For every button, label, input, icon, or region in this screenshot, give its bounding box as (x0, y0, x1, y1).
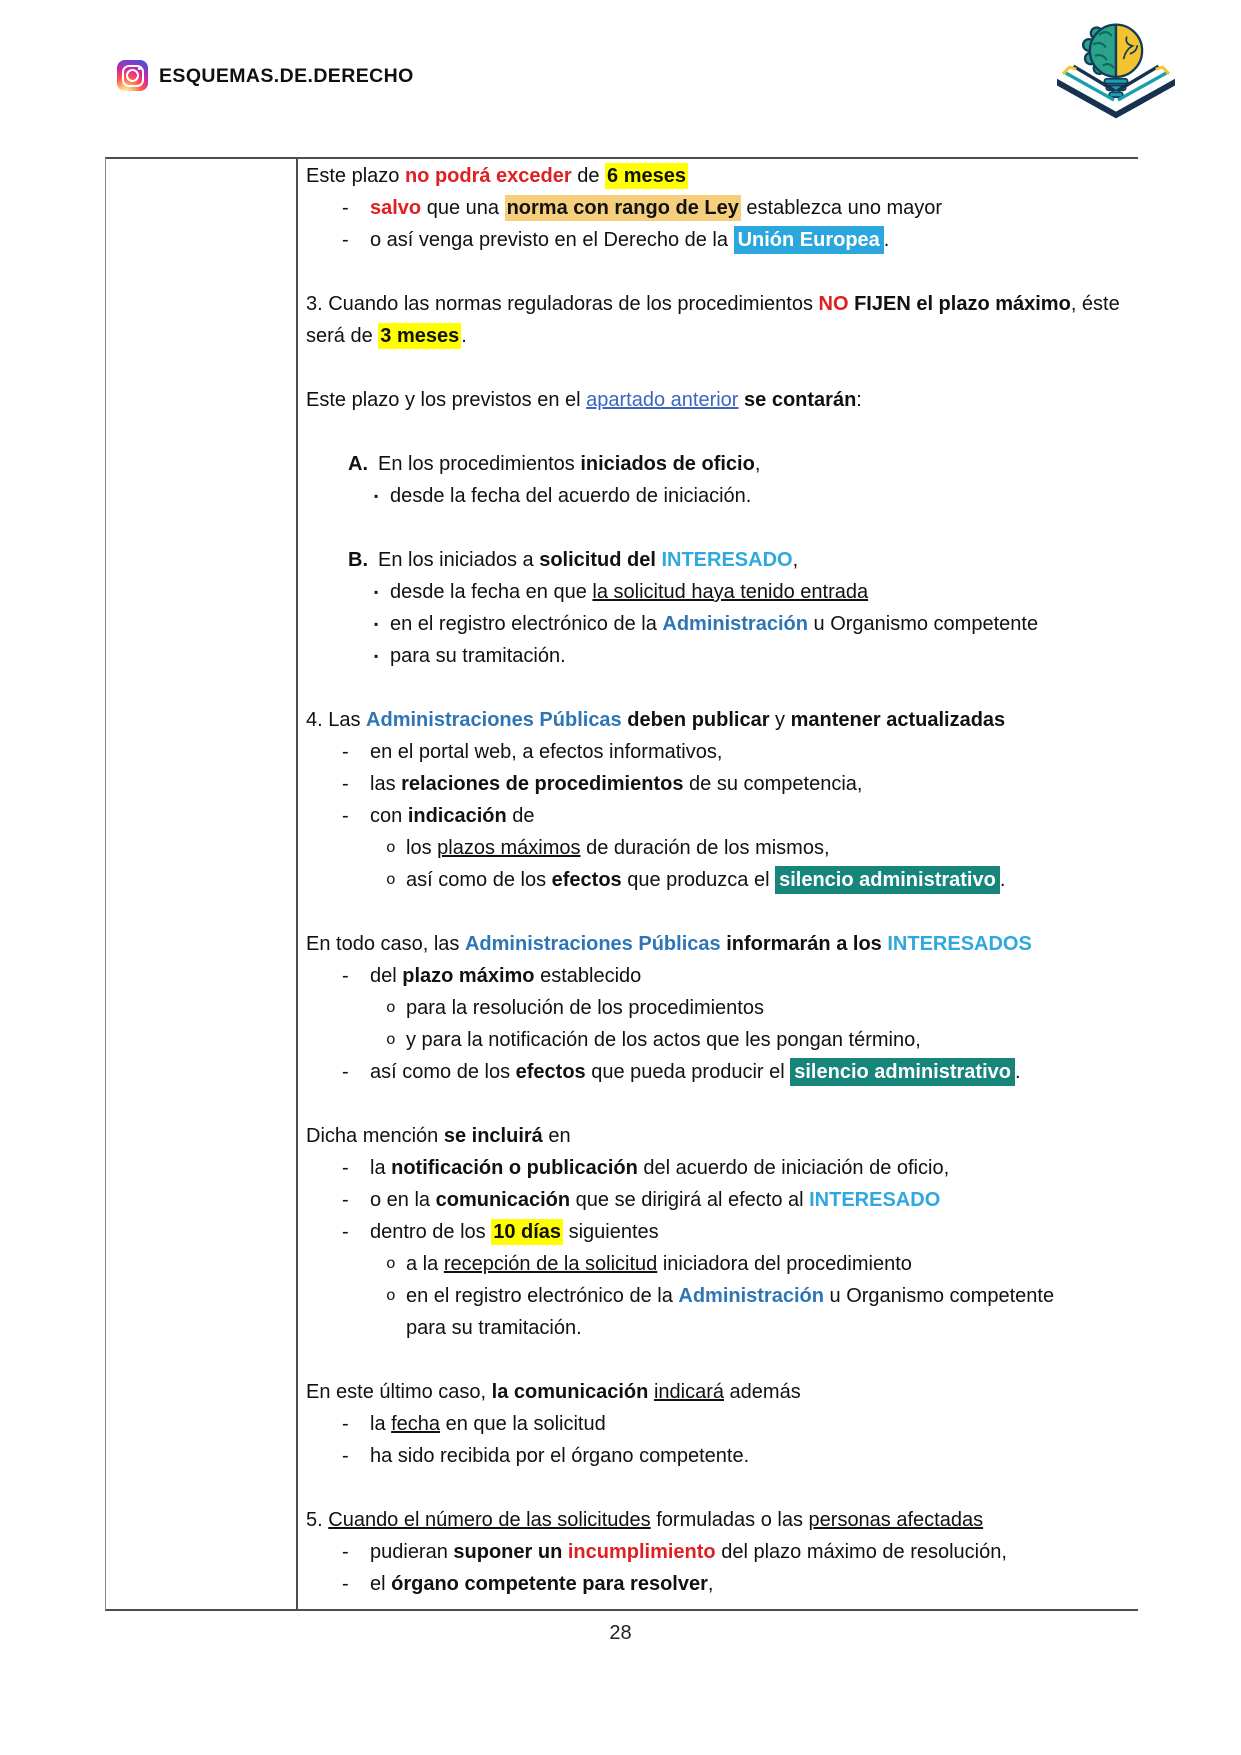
list-marker: - (342, 1157, 349, 1179)
text-segment: en que la solicitud (440, 1413, 606, 1435)
list-marker: - (342, 229, 349, 251)
text-segment: establecido (534, 965, 642, 987)
text-segment: Dicha mención (306, 1125, 444, 1147)
text-segment: que pueda producir el (585, 1061, 791, 1083)
text-segment: en el registro electrónico de la (406, 1285, 679, 1307)
text-segment: En todo caso, las (306, 933, 465, 955)
text-segment: del acuerdo de iniciación de oficio, (637, 1157, 950, 1179)
text-line (306, 1376, 1132, 1408)
text-segment: INTERESADO (661, 549, 793, 571)
text-segment: los (406, 837, 438, 859)
text-segment: iniciados de oficio (580, 453, 755, 475)
text-segment: , (792, 549, 799, 571)
text-segment: . (999, 869, 1006, 891)
text-segment: salvo (370, 197, 422, 219)
text-segment: personas afectadas (808, 1509, 984, 1531)
text-segment: será de (306, 325, 379, 347)
text-segment: se incluirá (443, 1125, 543, 1147)
text-segment: de (571, 165, 606, 187)
text-segment: 10 días (493, 1221, 562, 1243)
text-segment: para la resolución de los procedimientos (406, 997, 764, 1019)
text-segment: indicación (407, 805, 507, 827)
text-segment: Cuando el número de las solicitudes (328, 1509, 651, 1531)
text-segment: órgano competente para resolver (391, 1573, 708, 1595)
text-segment: Este plazo y los previstos en el (306, 389, 587, 411)
text-segment: , éste (1070, 293, 1120, 315)
text-segment: . (1014, 1061, 1021, 1083)
table-empty-left-column (106, 159, 296, 1609)
list-marker: A. (348, 453, 368, 475)
text-segment: con (370, 805, 408, 827)
list-marker: - (342, 1541, 349, 1563)
text-segment: efectos (551, 869, 622, 891)
text-segment: de duración de los mismos, (580, 837, 830, 859)
text-segment: desde la fecha del acuerdo de iniciación. (390, 485, 752, 507)
text-segment: ha sido recibida por el órgano competente. (370, 1445, 750, 1467)
text-line (306, 768, 1132, 800)
text-segment: las (370, 773, 402, 795)
document-body (298, 159, 1138, 1609)
text-line (306, 1056, 1132, 1088)
text-segment: Administraciones Públicas (366, 709, 622, 731)
page-number: 28 (609, 1622, 632, 1644)
text-segment: la (370, 1413, 392, 1435)
text-segment: Unión Europea (734, 226, 884, 254)
list-marker: - (342, 1221, 349, 1243)
text-segment: en (542, 1125, 571, 1147)
list-marker: o (386, 1255, 396, 1273)
list-marker: B. (348, 549, 368, 571)
text-segment: siguientes (563, 1221, 659, 1243)
list-marker: - (342, 1189, 349, 1211)
text-segment: INTERESADO (809, 1189, 941, 1211)
text-segment: . (883, 229, 890, 251)
text-line (306, 992, 1132, 1024)
text-line (306, 1280, 1132, 1312)
list-marker: - (342, 197, 349, 219)
text-segment: Administración (678, 1285, 824, 1307)
list-marker: - (342, 965, 349, 987)
list-marker: ▪ (374, 585, 379, 599)
text-segment: u Organismo competente (807, 613, 1039, 635)
list-marker: ▪ (374, 489, 379, 503)
text-segment: iniciadora del procedimiento (657, 1253, 912, 1275)
text-line (306, 1152, 1132, 1184)
text-segment: incumplimiento (567, 1541, 716, 1563)
text-segment: plazo máximo (402, 965, 535, 987)
text-line (306, 640, 1132, 672)
text-line (306, 1568, 1132, 1600)
text-segment: , (707, 1573, 714, 1595)
text-line (306, 480, 1132, 512)
text-segment: o en la (370, 1189, 436, 1211)
list-marker: o (386, 999, 396, 1017)
text-segment: plazos máximos (437, 837, 581, 859)
text-segment: la solicitud haya tenido entrada (592, 581, 869, 603)
text-segment: en el portal web, a efectos informativos, (370, 741, 723, 763)
instagram-icon-lens (126, 69, 139, 82)
list-marker: - (342, 805, 349, 827)
list-marker: - (342, 1573, 349, 1595)
text-segment: pudieran (370, 1541, 454, 1563)
text-segment: indicará (653, 1381, 724, 1403)
text-segment: Este plazo (306, 165, 405, 187)
text-segment: del plazo máximo de resolución, (715, 1541, 1007, 1563)
text-segment: la (370, 1157, 392, 1179)
text-segment: para su tramitación. (390, 645, 566, 667)
text-segment: En los iniciados a (378, 549, 540, 571)
text-segment: fecha (391, 1413, 441, 1435)
outline-table (105, 157, 1138, 1611)
text-segment: que se dirigirá al efecto al (570, 1189, 810, 1211)
instagram-icon (117, 60, 148, 91)
text-segment: se contarán (744, 389, 857, 411)
text-line (306, 1248, 1132, 1280)
text-segment: norma con rango de Ley (506, 197, 739, 219)
text-line (306, 608, 1132, 640)
text-line (306, 704, 1132, 736)
text-segment: En los procedimientos (378, 453, 581, 475)
text-line (306, 1536, 1132, 1568)
text-segment: Administración (662, 613, 808, 635)
text-segment: o así venga previsto en el Derecho de la (370, 229, 734, 251)
list-marker: o (386, 871, 396, 889)
text-segment: así como de los (370, 1061, 516, 1083)
text-line (306, 1120, 1132, 1152)
text-segment: suponer un (453, 1541, 563, 1563)
text-segment: establezca uno mayor (740, 197, 943, 219)
text-segment: desde la fecha en que (390, 581, 593, 603)
text-segment: deben publicar (627, 709, 770, 731)
text-line (306, 544, 1132, 576)
text-segment: en el registro electrónico de la (390, 613, 663, 635)
list-marker: - (342, 1413, 349, 1435)
text-segment: de (506, 805, 535, 827)
text-segment: de su competencia, (683, 773, 863, 795)
text-segment: comunicación (435, 1189, 571, 1211)
text-segment: silencio administrativo (790, 1058, 1015, 1086)
text-segment: 3. Cuando las normas reguladoras de los procedimientos (306, 293, 819, 315)
text-line (306, 960, 1132, 992)
text-line (306, 224, 1132, 256)
text-line (306, 192, 1132, 224)
text-segment: y para la notificación de los actos que les pongan término, (406, 1029, 921, 1051)
text-segment: relaciones de procedimientos (401, 773, 684, 795)
list-marker: o (386, 1287, 396, 1305)
text-segment: NO (818, 293, 849, 315)
list-marker: - (342, 773, 349, 795)
text-segment: . (461, 325, 467, 347)
text-line (306, 832, 1132, 864)
instagram-icon-dot (138, 67, 141, 70)
text-segment: 3 meses (380, 325, 460, 347)
text-segment: a la (406, 1253, 444, 1275)
list-marker: - (342, 1061, 349, 1083)
text-line (306, 1024, 1132, 1056)
text-line (306, 288, 1132, 320)
text-segment: formuladas o las (650, 1509, 809, 1531)
text-segment: que produzca el (621, 869, 776, 891)
text-segment: : (856, 389, 862, 411)
text-line (306, 1312, 1132, 1344)
text-line (306, 448, 1132, 480)
text-segment: 6 meses (607, 165, 686, 187)
text-line (306, 864, 1132, 896)
hyperlink[interactable]: apartado anterior (586, 389, 739, 411)
text-line (306, 1504, 1132, 1536)
text-segment: solicitud del (539, 549, 656, 571)
list-marker: - (342, 1445, 349, 1467)
text-segment: que una (421, 197, 505, 219)
list-marker: ▪ (374, 617, 379, 631)
text-segment: u Organismo competente (823, 1285, 1055, 1307)
text-segment: , (754, 453, 761, 475)
text-segment: INTERESADOS (887, 933, 1032, 955)
text-segment: Administraciones Públicas (464, 933, 721, 955)
text-segment: notificación o publicación (391, 1157, 638, 1179)
text-segment: la comunicación (491, 1381, 649, 1403)
text-line (306, 928, 1132, 960)
text-line (306, 160, 1132, 192)
text-line (306, 800, 1132, 832)
text-segment: mantener actualizadas (790, 709, 1006, 731)
text-segment: 4. Las (306, 709, 367, 731)
text-segment: dentro de los (370, 1221, 492, 1243)
text-line (306, 320, 1132, 352)
text-line (306, 1216, 1132, 1248)
text-line (306, 576, 1132, 608)
text-segment: el (370, 1573, 392, 1595)
text-segment: además (723, 1381, 801, 1403)
text-segment: así como de los (406, 869, 552, 891)
instagram-handle: ESQUEMAS.DE.DERECHO (159, 65, 414, 87)
text-segment: efectos (515, 1061, 586, 1083)
text-segment: para su tramitación. (406, 1317, 582, 1339)
text-segment: 5. (306, 1509, 329, 1531)
text-segment: no podrá exceder (404, 165, 572, 187)
list-marker: - (342, 741, 349, 763)
text-line (306, 736, 1132, 768)
text-segment: informarán a los (726, 933, 882, 955)
list-marker: ▪ (374, 649, 379, 663)
text-segment: FIJEN el plazo máximo (854, 293, 1071, 315)
text-line (306, 1440, 1132, 1472)
book-brain-lightbulb-logo-icon (1053, 13, 1179, 136)
list-marker: o (386, 839, 396, 857)
text-line (306, 1184, 1132, 1216)
text-segment: silencio administrativo (775, 866, 1000, 894)
text-segment: recepción de la solicitud (443, 1253, 658, 1275)
text-segment: del (370, 965, 403, 987)
text-segment: En este último caso, (306, 1381, 492, 1403)
text-line (306, 384, 1132, 416)
list-marker: o (386, 1031, 396, 1049)
text-segment: y (769, 709, 791, 731)
text-line (306, 1408, 1132, 1440)
